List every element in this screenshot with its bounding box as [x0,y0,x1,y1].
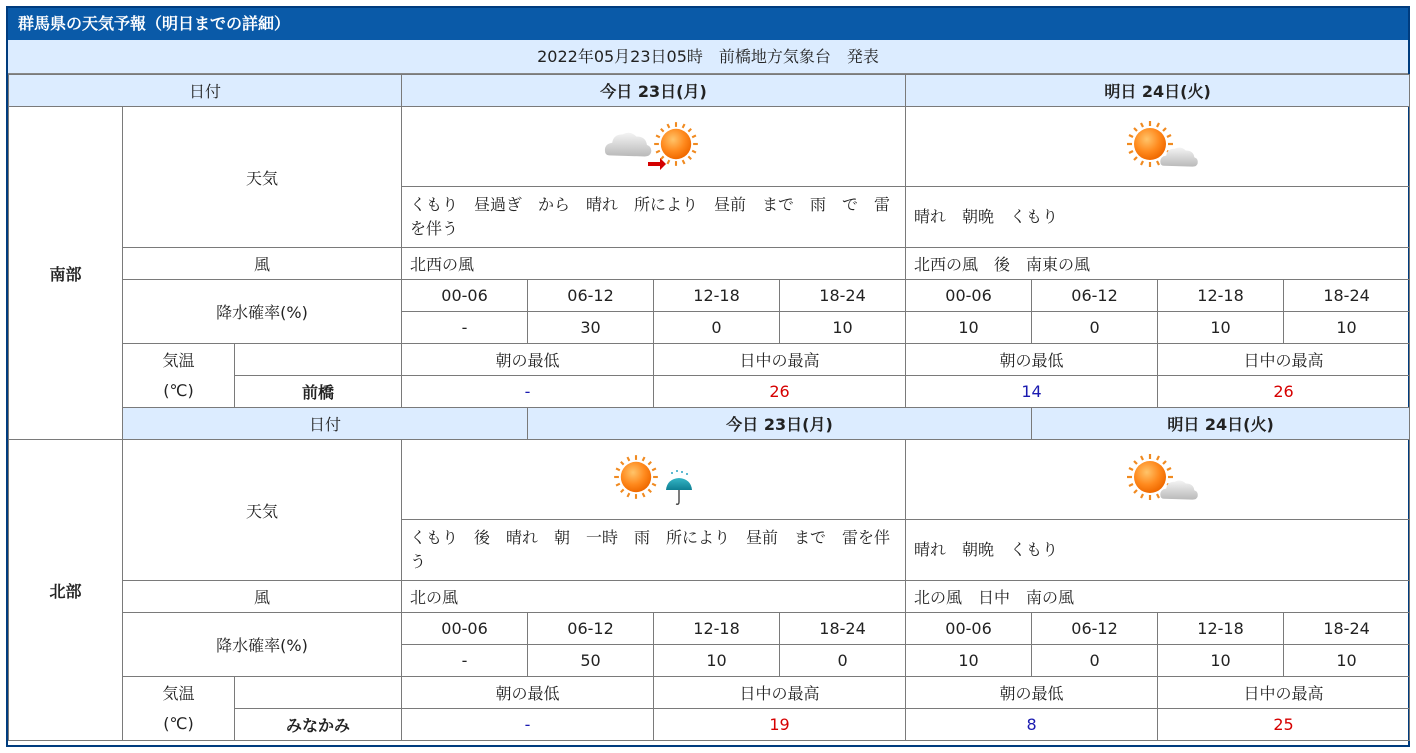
forecast-table [8,74,1410,741]
forecast-panel [6,6,1410,747]
pop-value: 10 [1284,645,1410,677]
tomorrow-wind: 北西の風 後 南東の風 [906,248,1410,280]
temp-label-text: 気温 [162,683,195,703]
date-header-row [9,75,1410,107]
temp-label [123,344,235,408]
time-slot: 12-18 [1158,613,1284,645]
time-slot: 00-06 [906,613,1032,645]
today-wind: 北西の風 [402,248,906,280]
station-name: 前橋 [235,376,402,408]
empty-cell [235,344,402,376]
date-header-row [9,408,1410,440]
today-header: 今日 23日(月) [528,408,1032,440]
weather-label: 天気 [123,440,402,581]
region-name: 北部 [9,440,123,741]
pop-value: 10 [780,312,906,344]
morning-min-label: 朝の最低 [906,344,1158,376]
today-weather-icon-cell [402,107,906,187]
cloudy-then-sunny-icon [604,117,704,177]
sunny-sometimes-cloudy-icon [1108,450,1208,510]
temp-unit: (℃) [163,380,194,400]
pop-value: 10 [1158,645,1284,677]
today-max-temp: 26 [654,376,906,408]
tomorrow-header: 明日 24日(火) [1032,408,1410,440]
tomorrow-weather-text: 晴れ 朝晩 くもり [906,520,1410,581]
pop-value: 0 [1032,645,1158,677]
time-slot: 06-12 [1032,613,1158,645]
pop-value: - [402,312,528,344]
day-max-label: 日中の最高 [654,677,906,709]
time-slot: 18-24 [780,613,906,645]
time-slot: 12-18 [1158,280,1284,312]
today-header: 今日 23日(月) [402,75,906,107]
tomorrow-max-temp: 25 [1158,709,1410,741]
morning-min-label: 朝の最低 [402,344,654,376]
tomorrow-weather-icon-cell [906,107,1410,187]
pop-value: 10 [906,645,1032,677]
tomorrow-min-temp: 8 [906,709,1158,741]
region-name: 南部 [9,107,123,440]
pop-value: - [402,645,528,677]
issued-info: 2022年05月23日05時 前橋地方気象台 発表 [8,40,1408,74]
date-label: 日付 [9,75,402,107]
pop-value: 50 [528,645,654,677]
tomorrow-weather-text: 晴れ 朝晩 くもり [906,187,1410,248]
tomorrow-min-temp: 14 [906,376,1158,408]
pop-value: 0 [654,312,780,344]
today-min-temp: - [402,709,654,741]
pop-value: 30 [528,312,654,344]
day-max-label: 日中の最高 [1158,677,1410,709]
pop-value: 10 [906,312,1032,344]
empty-cell [235,677,402,709]
time-slot: 00-06 [402,280,528,312]
morning-min-label: 朝の最低 [402,677,654,709]
pop-value: 0 [1032,312,1158,344]
today-weather-text: くもり 昼過ぎ から 晴れ 所により 昼前 まで 雨 で 雷を伴う [402,187,906,248]
time-slot: 18-24 [1284,280,1410,312]
temp-label [123,677,235,741]
date-label: 日付 [123,408,528,440]
today-wind: 北の風 [402,581,906,613]
today-weather-icon-cell [402,440,906,520]
pop-value: 0 [780,645,906,677]
pop-value: 10 [1158,312,1284,344]
morning-min-label: 朝の最低 [906,677,1158,709]
wind-label: 風 [123,248,402,280]
pop-label: 降水確率(%) [123,613,402,677]
pop-value: 10 [1284,312,1410,344]
time-slot: 06-12 [528,280,654,312]
wind-label: 風 [123,581,402,613]
tomorrow-max-temp: 26 [1158,376,1410,408]
temp-label-text: 気温 [162,350,195,370]
panel-title: 群馬県の天気予報（明日までの詳細） [8,8,1408,40]
time-slot: 00-06 [906,280,1032,312]
station-name: みなかみ [235,709,402,741]
time-slot: 12-18 [654,613,780,645]
tomorrow-weather-icon-cell [906,440,1410,520]
time-slot: 18-24 [780,280,906,312]
sunny-sometimes-cloudy-icon [1108,117,1208,177]
day-max-label: 日中の最高 [654,344,906,376]
weather-label: 天気 [123,107,402,248]
time-slot: 18-24 [1284,613,1410,645]
pop-label: 降水確率(%) [123,280,402,344]
temp-unit: (℃) [163,713,194,733]
today-min-temp: - [402,376,654,408]
tomorrow-header: 明日 24日(火) [906,75,1410,107]
today-max-temp: 19 [654,709,906,741]
time-slot: 06-12 [1032,280,1158,312]
day-max-label: 日中の最高 [1158,344,1410,376]
tomorrow-wind: 北の風 日中 南の風 [906,581,1410,613]
time-slot: 12-18 [654,280,780,312]
sunny-sometimes-rain-icon [604,450,704,510]
time-slot: 06-12 [528,613,654,645]
today-weather-text: くもり 後 晴れ 朝 一時 雨 所により 昼前 まで 雷を伴う [402,520,906,581]
pop-value: 10 [654,645,780,677]
time-slot: 00-06 [402,613,528,645]
